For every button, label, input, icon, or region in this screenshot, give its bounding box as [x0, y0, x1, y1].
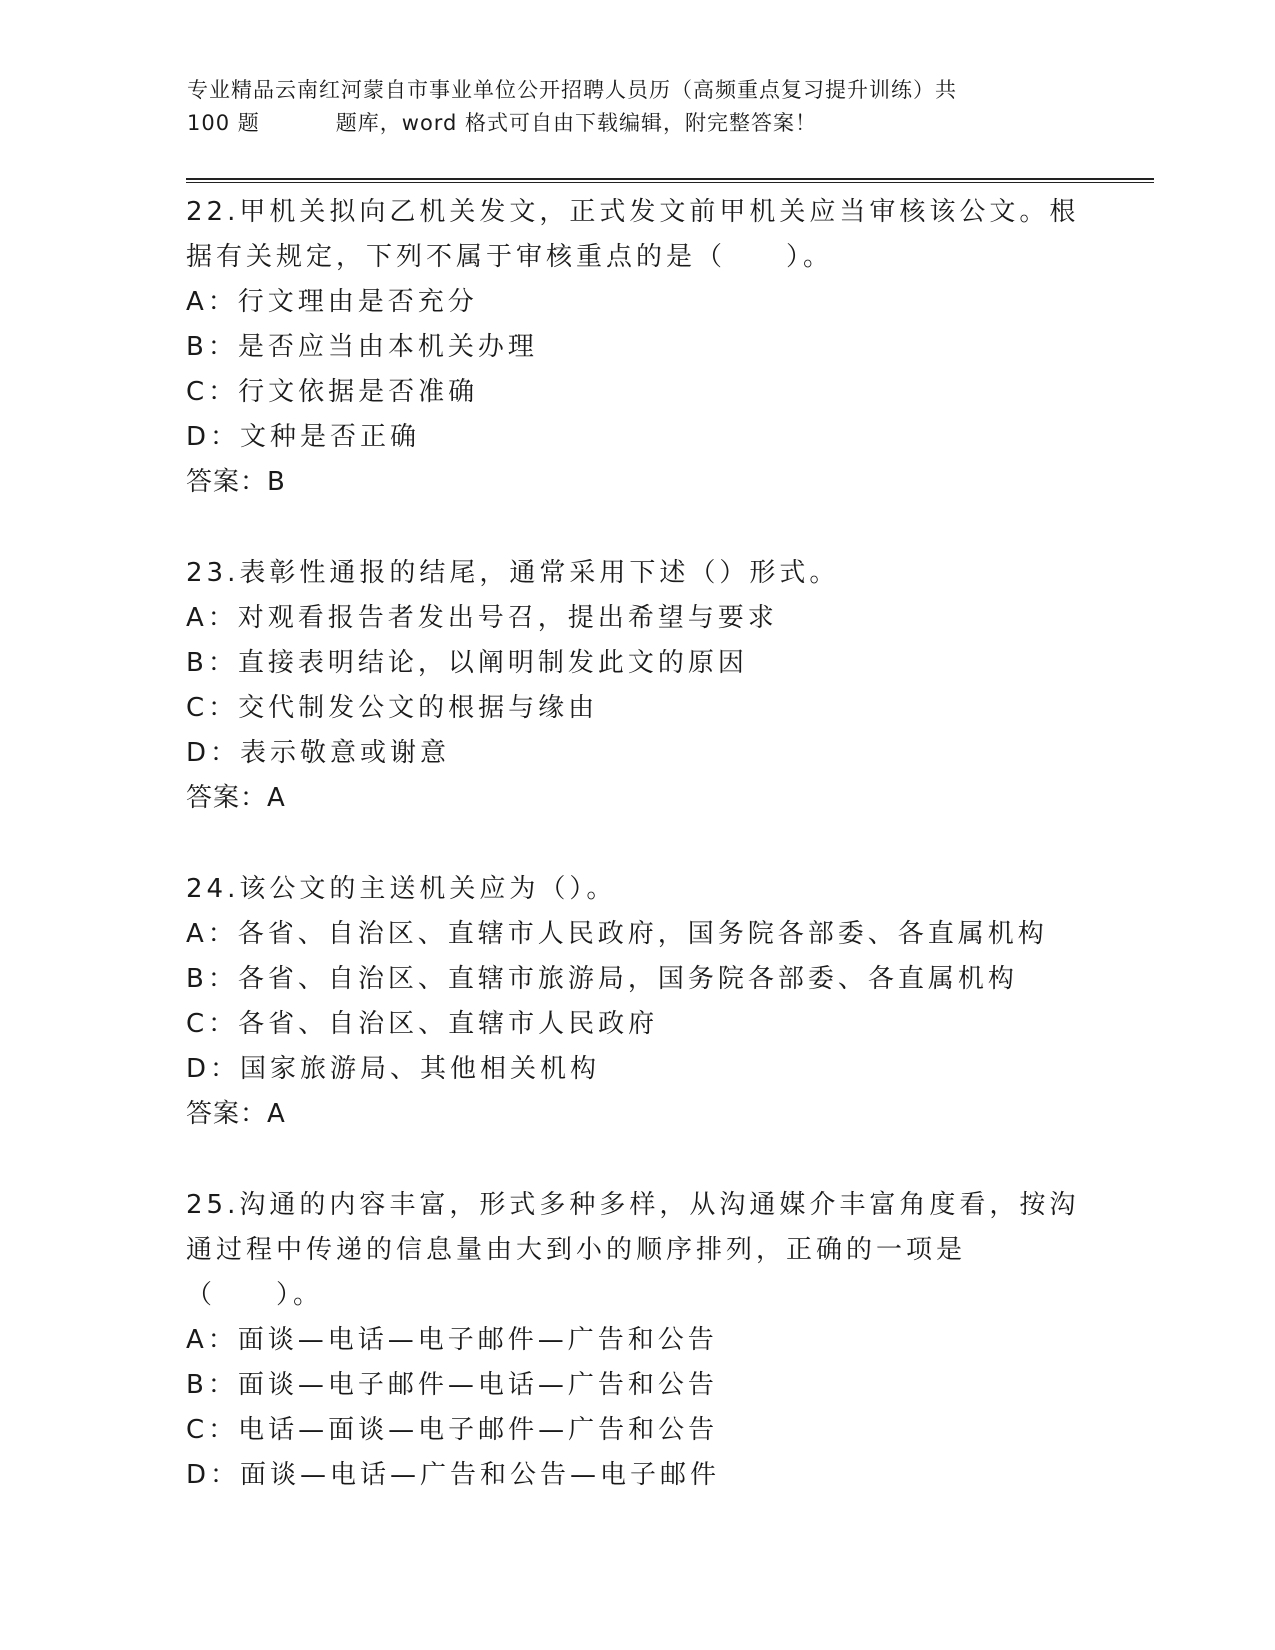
option-b: B：各省、自治区、直辖市旅游局，国务院各部委、各直属机构 — [186, 964, 1018, 994]
answer-label: 答案：B — [186, 467, 286, 497]
header-question-count: 100 题 — [187, 111, 260, 135]
header-description: 题库，word 格式可自由下载编辑，附完整答案！ — [335, 111, 818, 135]
option-b: B：直接表明结论，以阐明制发此文的原因 — [186, 648, 748, 678]
answer-label: 答案：A — [186, 1099, 286, 1129]
question-24 — [186, 867, 1086, 1137]
option-a: A：行文理由是否充分 — [186, 287, 478, 317]
option-c: C：交代制发公文的根据与缘由 — [186, 693, 599, 723]
option-a: A：对观看报告者发出号召，提出希望与要求 — [186, 603, 778, 633]
option-d: D：国家旅游局、其他相关机构 — [186, 1054, 601, 1084]
option-c: C：电话—面谈—电子邮件—广告和公告 — [186, 1415, 719, 1445]
answer-label: 答案：A — [186, 783, 286, 813]
question-stem: 24.该公文的主送机关应为（）。 — [186, 874, 617, 904]
question-25 — [186, 1183, 1086, 1498]
page-header — [187, 74, 1087, 140]
question-stem: 22.甲机关拟向乙机关发文，正式发文前甲机关应当审核该公文。根据有关规定，下列不属于审核重点的是（ ）。 — [186, 197, 1080, 272]
header-divider-thin — [186, 182, 1154, 183]
option-c: C：行文依据是否准确 — [186, 377, 479, 407]
option-d: D：文种是否正确 — [186, 422, 421, 452]
question-stem: 23.表彰性通报的结尾，通常采用下述（）形式。 — [186, 558, 840, 588]
option-c: C：各省、自治区、直辖市人民政府 — [186, 1009, 659, 1039]
option-d: D：表示敬意或谢意 — [186, 738, 451, 768]
option-a: A：面谈—电话—电子邮件—广告和公告 — [186, 1325, 718, 1355]
header-title-line-1: 专业精品云南红河蒙自市事业单位公开招聘人员历（高频重点复习提升训练）共 — [187, 78, 957, 102]
option-b: B：面谈—电子邮件—电话—广告和公告 — [186, 1370, 718, 1400]
option-d: D：面谈—电话—广告和公告—电子邮件 — [186, 1460, 721, 1490]
header-title-line-2 — [187, 107, 1087, 140]
question-22 — [186, 190, 1086, 505]
option-b: B：是否应当由本机关办理 — [186, 332, 538, 362]
option-a: A：各省、自治区、直辖市人民政府，国务院各部委、各直属机构 — [186, 919, 1048, 949]
question-list — [186, 190, 1086, 1498]
question-23 — [186, 551, 1086, 821]
question-stem: 25.沟通的内容丰富，形式多种多样，从沟通媒介丰富角度看，按沟通过程中传递的信息量由大到小的顺序排列，正确的一项是（ ）。 — [186, 1190, 1080, 1310]
header-divider-thick — [186, 178, 1154, 180]
